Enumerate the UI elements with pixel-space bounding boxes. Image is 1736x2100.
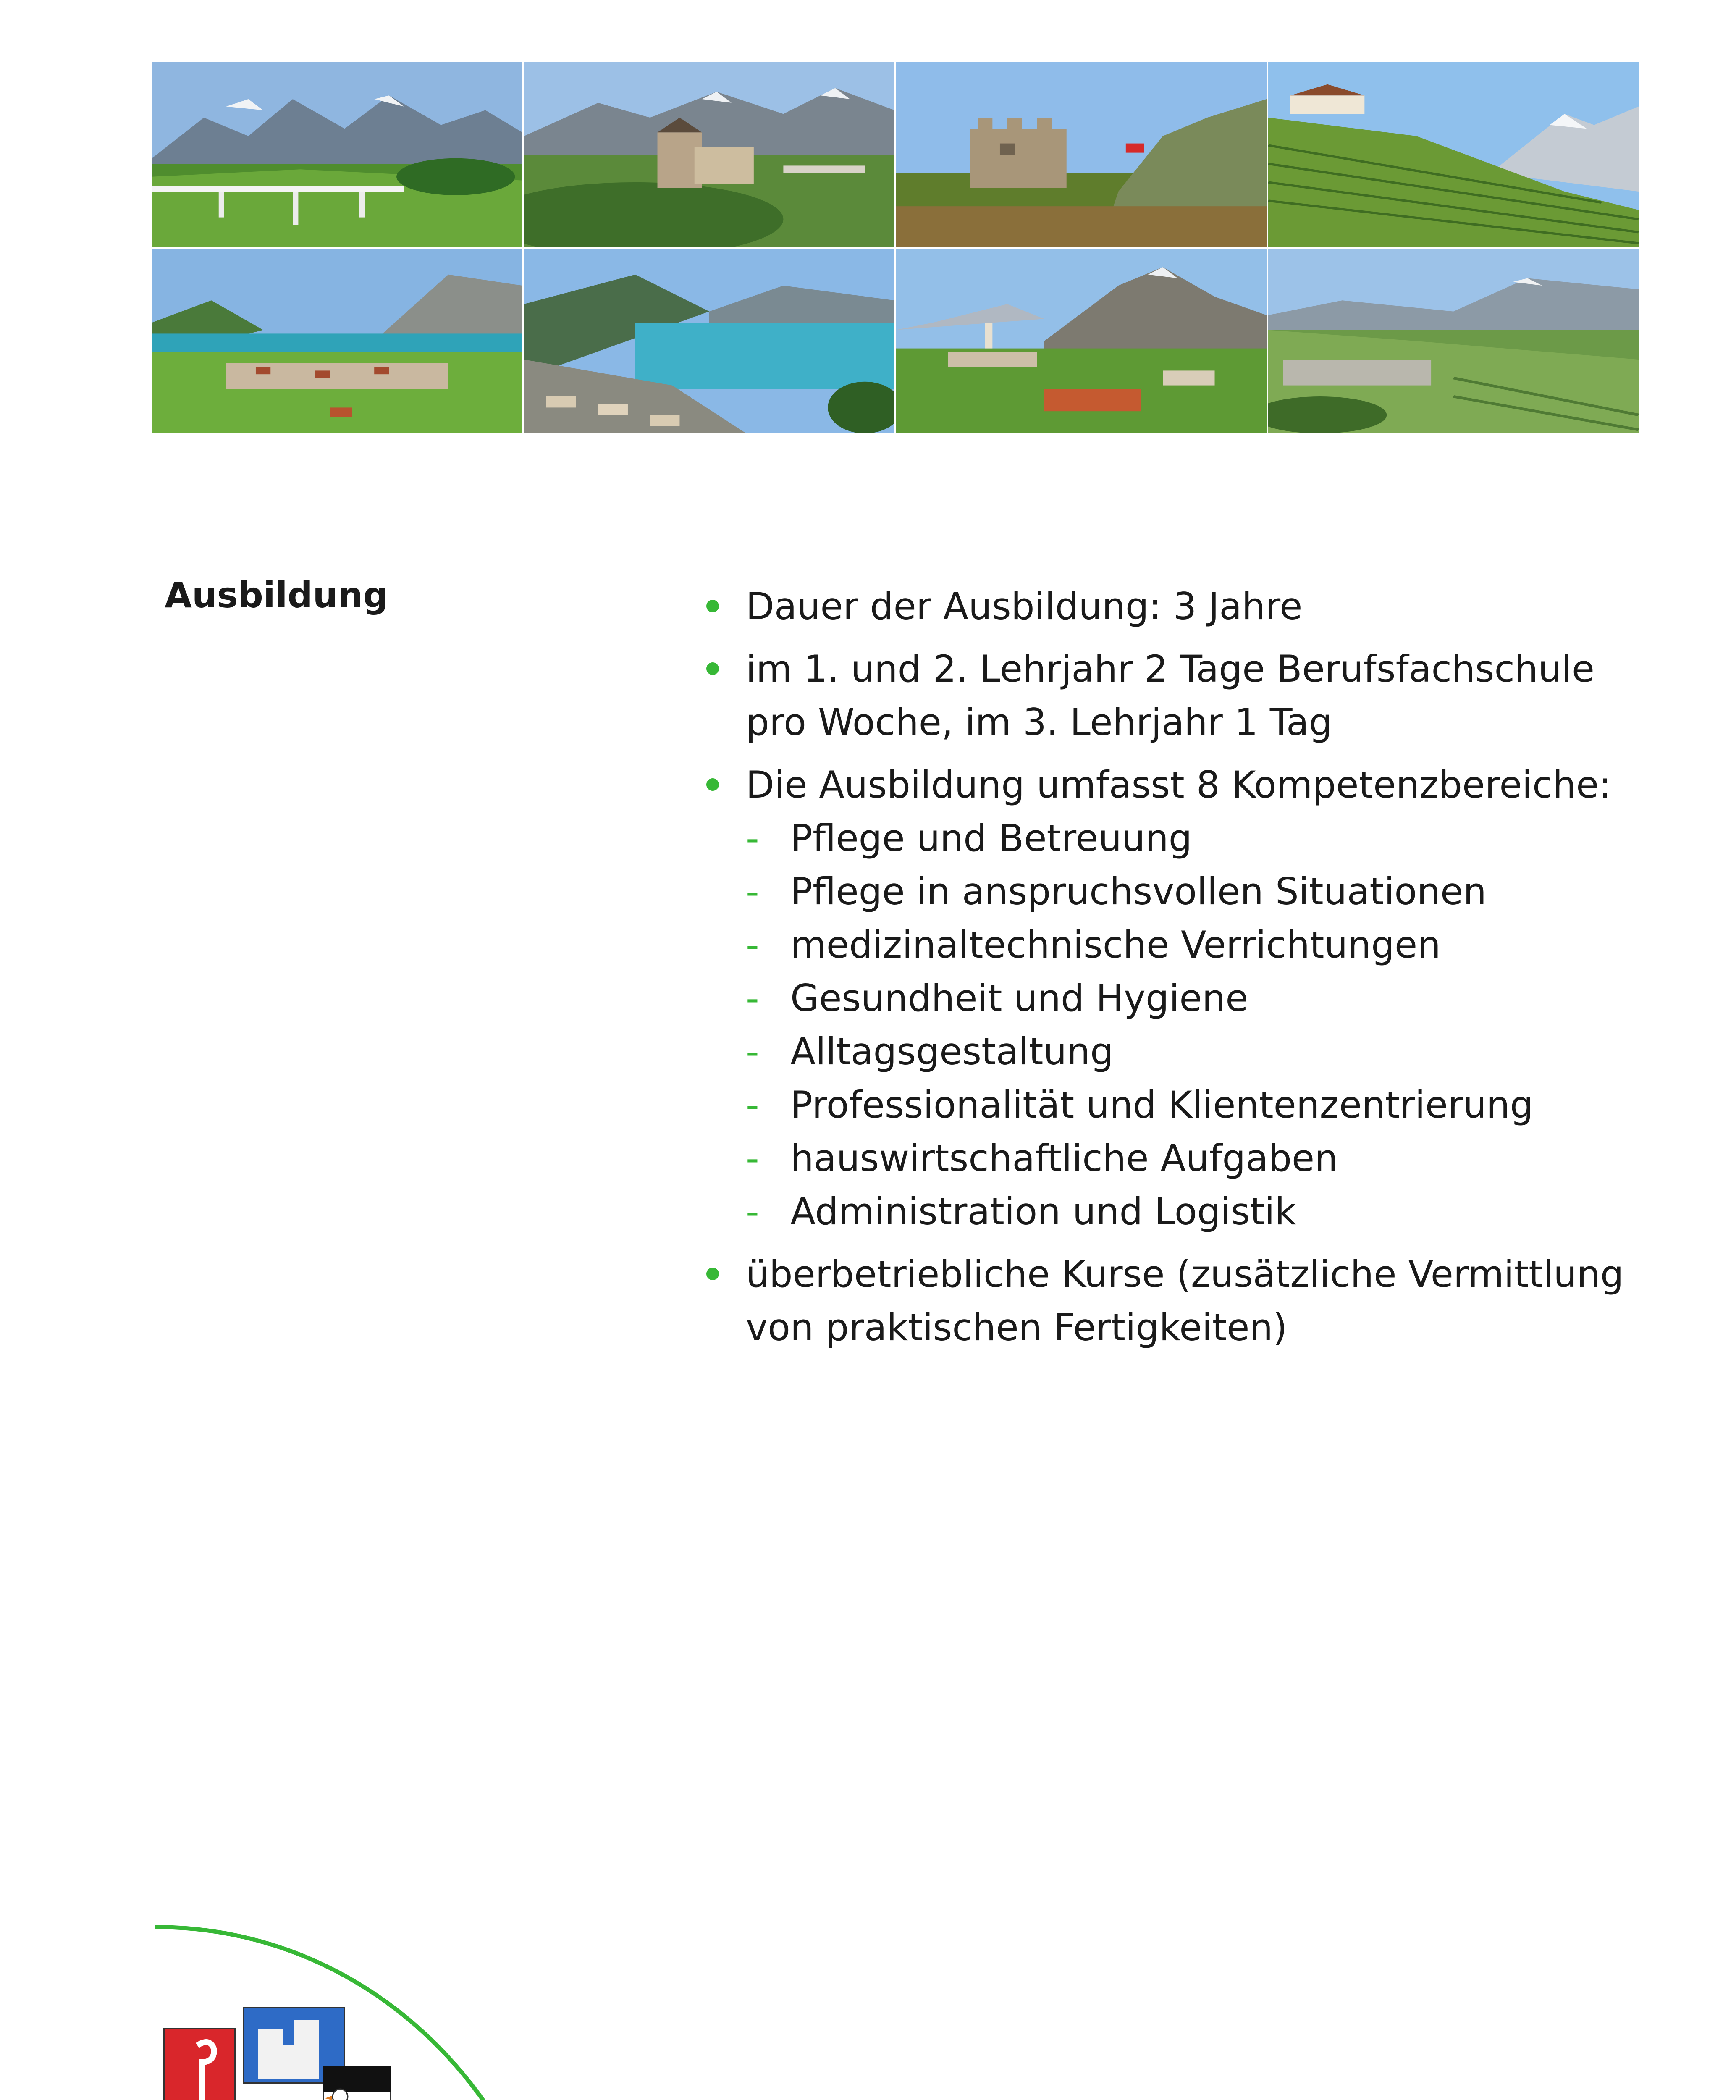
competence-item: - medizinaltechnische Verrichtungen [746,918,1650,971]
dash-icon: - [746,1190,759,1233]
landscape-bridge-photo [152,62,522,247]
dash-icon: - [746,923,759,966]
photo-ruin [896,62,1267,247]
competence-item: - Pflege in anspruchsvollen Situationen [746,865,1650,918]
photo-lake-village [152,249,522,433]
bullet-text: im 1. und 2. Lehrjahr 2 Tage Berufsfachschule pro Woche, im 3. Lehrjahr 1 Tag [746,647,1595,744]
section-heading: Ausbildung [165,575,388,616]
bullet-dot-icon [706,778,719,791]
dash-icon: - [746,870,759,913]
competence-item: - Alltagsgestaltung [746,1025,1650,1078]
bullet-item [701,642,1650,749]
dash-icon: - [746,1083,759,1126]
photo-village-mountain [896,249,1267,433]
bullet-item [701,1247,1650,1354]
bullet-dot-icon [706,662,719,675]
photo-castle [524,62,894,247]
photo-lake-town [524,249,894,433]
bullet-dot-icon [706,600,719,612]
bullet-item [701,580,1650,633]
bullet-text: überbetriebliche Kurse (zusätzliche Vermittlung von praktischen Fertigkeiten) [746,1252,1624,1349]
photo-bridge [152,62,522,247]
landscape-vineyard-photo [1268,62,1639,247]
competence-item: - Professionalität und Klientenzentrierung [746,1078,1650,1131]
competence-item: - Gesundheit und Hygiene [746,971,1650,1025]
training-details [701,580,1650,1363]
dash-icon: - [746,976,759,1020]
photo-vineyard [1268,62,1639,247]
landscape-castle-photo [524,62,894,247]
bullet-text: Die Ausbildung umfasst 8 Kompetenzbereiche: [746,763,1611,806]
bullet-item [701,758,1650,1238]
landscape-lake-village-photo [152,249,522,433]
landscape-lake-town-photo [524,249,894,433]
landscape-ruin-photo [896,62,1267,247]
photo-valley [1268,249,1639,433]
competence-item: - Pflege und Betreuung [746,811,1650,865]
bullet-dot-icon [706,1268,719,1280]
competence-list [746,811,1650,1238]
dash-icon: - [746,1137,759,1180]
photo-banner [152,62,1639,433]
competence-item: - Administration und Logistik [746,1185,1650,1238]
municipality-coats-of-arms-icon [155,1999,508,2100]
landscape-valley-photo [1268,249,1639,433]
competence-item: - hauswirtschaftliche Aufgaben [746,1131,1650,1185]
landscape-village-mountain-photo [896,249,1267,433]
dash-icon: - [746,816,759,860]
dash-icon: - [746,1030,759,1073]
bullet-text: Dauer der Ausbildung: 3 Jahre [746,585,1303,628]
